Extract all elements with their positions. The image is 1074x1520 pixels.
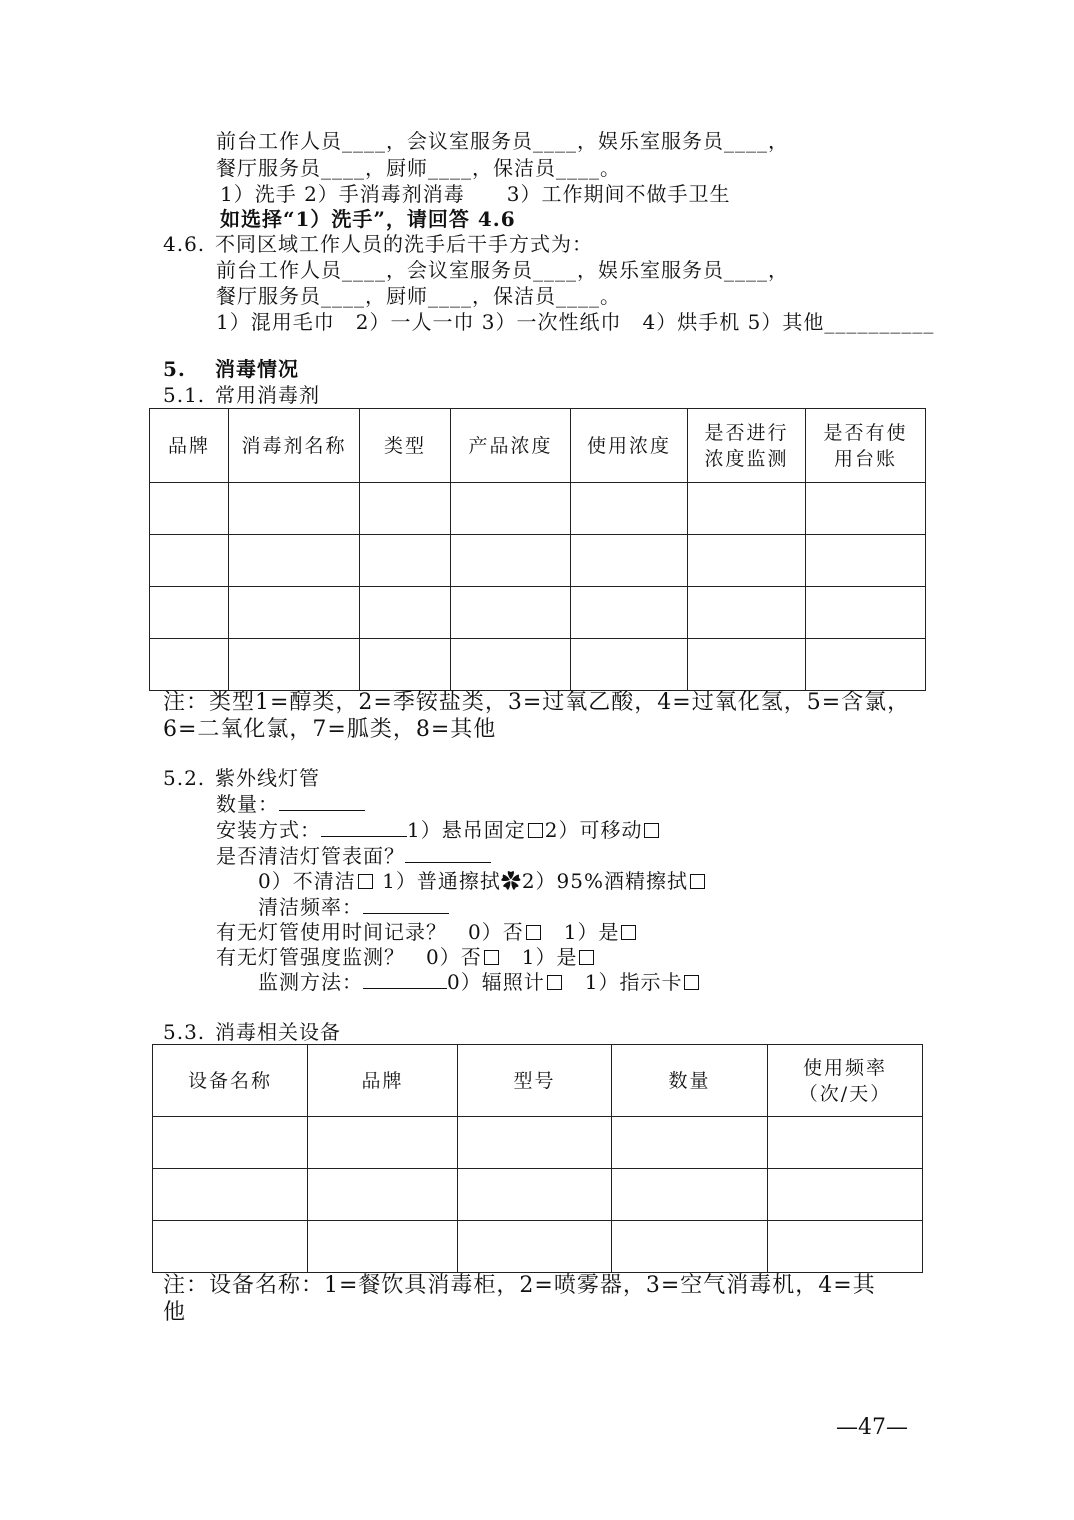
empty-cell[interactable] xyxy=(768,1169,923,1221)
intensity-row: 有无灯管强度监测？ 0）否 1）是 xyxy=(216,944,596,970)
lamp-count-field[interactable] xyxy=(279,792,365,811)
staff-line-4: 餐厅服务员____，厨师____，保洁员____。 xyxy=(216,284,621,308)
empty-cell[interactable] xyxy=(451,535,571,587)
subsection-number: 5.1. xyxy=(163,383,206,407)
section-5-heading xyxy=(163,356,299,382)
empty-cell[interactable] xyxy=(688,483,806,535)
empty-cell[interactable] xyxy=(360,639,451,691)
header-cell: 产品浓度 xyxy=(451,409,571,483)
checkbox-intensity-yes[interactable] xyxy=(579,950,594,965)
empty-cell[interactable] xyxy=(150,483,229,535)
empty-cell[interactable] xyxy=(571,483,688,535)
empty-cell[interactable] xyxy=(458,1169,612,1221)
lamp-count-row: 数量： xyxy=(216,791,365,817)
clean-question-row: 是否清洁灯管表面？ xyxy=(216,843,491,869)
install-row: 安装方式： 1）悬吊固定 2）可移动 xyxy=(216,817,661,843)
question-number: 4.6. xyxy=(163,232,206,256)
table-header-row xyxy=(150,409,926,483)
empty-cell[interactable] xyxy=(768,1117,923,1169)
empty-cell[interactable] xyxy=(571,587,688,639)
header-cell: 设备名称 xyxy=(153,1045,308,1117)
empty-cell[interactable] xyxy=(308,1221,458,1273)
equipment-name-note: 注：设备名称：1=餐饮具消毒柜，2=喷雾器，3=空气消毒机，4=其 他 xyxy=(163,1273,876,1325)
table-row xyxy=(153,1221,923,1273)
subsection-title: 消毒相关设备 xyxy=(215,1020,341,1044)
empty-cell[interactable] xyxy=(229,483,360,535)
empty-cell[interactable] xyxy=(153,1169,308,1221)
staff-line-2: 餐厅服务员____，厨师____，保洁员____。 xyxy=(216,156,621,180)
clean-options-row: 0）不清洁 1）普通擦拭✿2）95%酒精擦拭 xyxy=(258,868,707,894)
table-row xyxy=(150,639,926,691)
empty-cell[interactable] xyxy=(229,535,360,587)
staff-line-3: 前台工作人员____，会议室服务员____，娱乐室服务员____， xyxy=(216,258,789,282)
clean-field[interactable] xyxy=(405,844,491,863)
table-row xyxy=(150,483,926,535)
page-number: —47— xyxy=(836,1415,908,1440)
empty-cell[interactable] xyxy=(612,1221,768,1273)
empty-cell[interactable] xyxy=(308,1117,458,1169)
empty-cell[interactable] xyxy=(360,587,451,639)
disinfectant-type-note: 注：类型1=醇类，2=季铵盐类，3=过氧乙酸，4=过氧化氢，5=含氯， 6=二氧化氯，7=胍类，8=其他 xyxy=(163,690,911,742)
empty-cell[interactable] xyxy=(451,587,571,639)
subsection-title: 常用消毒剂 xyxy=(215,383,320,407)
subsection-5-1-heading xyxy=(163,382,320,408)
header-cell: 数量 xyxy=(612,1045,768,1117)
empty-cell[interactable] xyxy=(150,535,229,587)
empty-cell[interactable] xyxy=(688,535,806,587)
checkbox-intensity-no[interactable] xyxy=(484,950,499,965)
empty-cell[interactable] xyxy=(360,535,451,587)
empty-cell[interactable] xyxy=(612,1169,768,1221)
clean-frequency-field[interactable] xyxy=(363,895,449,914)
empty-cell[interactable] xyxy=(806,587,926,639)
subsection-number: 5.2. xyxy=(163,766,206,790)
header-cell: 品牌 xyxy=(308,1045,458,1117)
subsection-number: 5.3. xyxy=(163,1020,206,1044)
empty-cell[interactable] xyxy=(451,483,571,535)
flower-mark-icon[interactable]: ✿ xyxy=(500,869,522,893)
empty-cell[interactable] xyxy=(153,1117,308,1169)
subsection-5-2-heading xyxy=(163,765,320,791)
empty-cell[interactable] xyxy=(153,1221,308,1273)
install-field[interactable] xyxy=(321,818,407,837)
empty-cell[interactable] xyxy=(806,483,926,535)
empty-cell[interactable] xyxy=(806,535,926,587)
hand-dry-options: 1）混用毛巾 2）一人一巾 3）一次性纸巾 4）烘手机 5）其他__________ xyxy=(216,310,935,334)
checkbox-no-clean[interactable] xyxy=(358,874,373,889)
disinfectant-table xyxy=(149,408,926,691)
table-row xyxy=(153,1117,923,1169)
empty-cell[interactable] xyxy=(360,483,451,535)
handwash-options: 1）洗手 2）手消毒剂消毒 3）工作期间不做手卫生 xyxy=(220,182,731,206)
header-cell: 使用浓度 xyxy=(571,409,688,483)
section-title: 消毒情况 xyxy=(215,357,299,381)
empty-cell[interactable] xyxy=(458,1117,612,1169)
table-row xyxy=(153,1169,923,1221)
header-cell: 类型 xyxy=(360,409,451,483)
equipment-table xyxy=(152,1044,923,1273)
staff-line-1: 前台工作人员____，会议室服务员____，娱乐室服务员____， xyxy=(216,129,789,153)
question-text: 不同区域工作人员的洗手后干手方式为： xyxy=(215,232,593,256)
header-cell: 是否进行 浓度监测 xyxy=(688,409,806,483)
header-cell: 型号 xyxy=(458,1045,612,1117)
empty-cell[interactable] xyxy=(688,639,806,691)
empty-cell[interactable] xyxy=(612,1117,768,1169)
subsection-5-3-heading xyxy=(163,1019,341,1045)
checkbox-radiometer[interactable] xyxy=(547,975,562,990)
empty-cell[interactable] xyxy=(229,639,360,691)
table-row xyxy=(150,587,926,639)
section-number: 5. xyxy=(163,357,186,381)
empty-cell[interactable] xyxy=(150,587,229,639)
empty-cell[interactable] xyxy=(458,1221,612,1273)
empty-cell[interactable] xyxy=(571,535,688,587)
monitor-method-field[interactable] xyxy=(363,970,447,989)
checkbox-alcohol-wipe[interactable] xyxy=(690,874,705,889)
empty-cell[interactable] xyxy=(229,587,360,639)
header-cell: 品牌 xyxy=(150,409,229,483)
checkbox-record-no[interactable] xyxy=(526,925,541,940)
checkbox-record-yes[interactable] xyxy=(621,925,636,940)
checkbox-hanging[interactable] xyxy=(528,823,543,838)
checkbox-indicator-card[interactable] xyxy=(684,975,699,990)
empty-cell[interactable] xyxy=(571,639,688,691)
table-header-row xyxy=(153,1045,923,1117)
empty-cell[interactable] xyxy=(451,639,571,691)
empty-cell[interactable] xyxy=(688,587,806,639)
empty-cell[interactable] xyxy=(768,1221,923,1273)
checkbox-movable[interactable] xyxy=(644,823,659,838)
empty-cell[interactable] xyxy=(150,639,229,691)
header-cell: 消毒剂名称 xyxy=(229,409,360,483)
table-row xyxy=(150,535,926,587)
monitor-method-row: 监测方法： 0）辐照计 1）指示卡 xyxy=(258,969,701,995)
header-cell: 使用频率 （次/天） xyxy=(768,1045,923,1117)
clean-frequency-row: 清洁频率： xyxy=(258,894,449,920)
conditional-instruction: 如选择“1）洗手”，请回答 4.6 xyxy=(220,207,516,231)
question-4-6 xyxy=(163,231,593,257)
empty-cell[interactable] xyxy=(308,1169,458,1221)
empty-cell[interactable] xyxy=(806,639,926,691)
header-cell: 是否有使 用台账 xyxy=(806,409,926,483)
subsection-title: 紫外线灯管 xyxy=(215,766,320,790)
usage-record-row: 有无灯管使用时间记录？ 0）否 1）是 xyxy=(216,919,638,945)
